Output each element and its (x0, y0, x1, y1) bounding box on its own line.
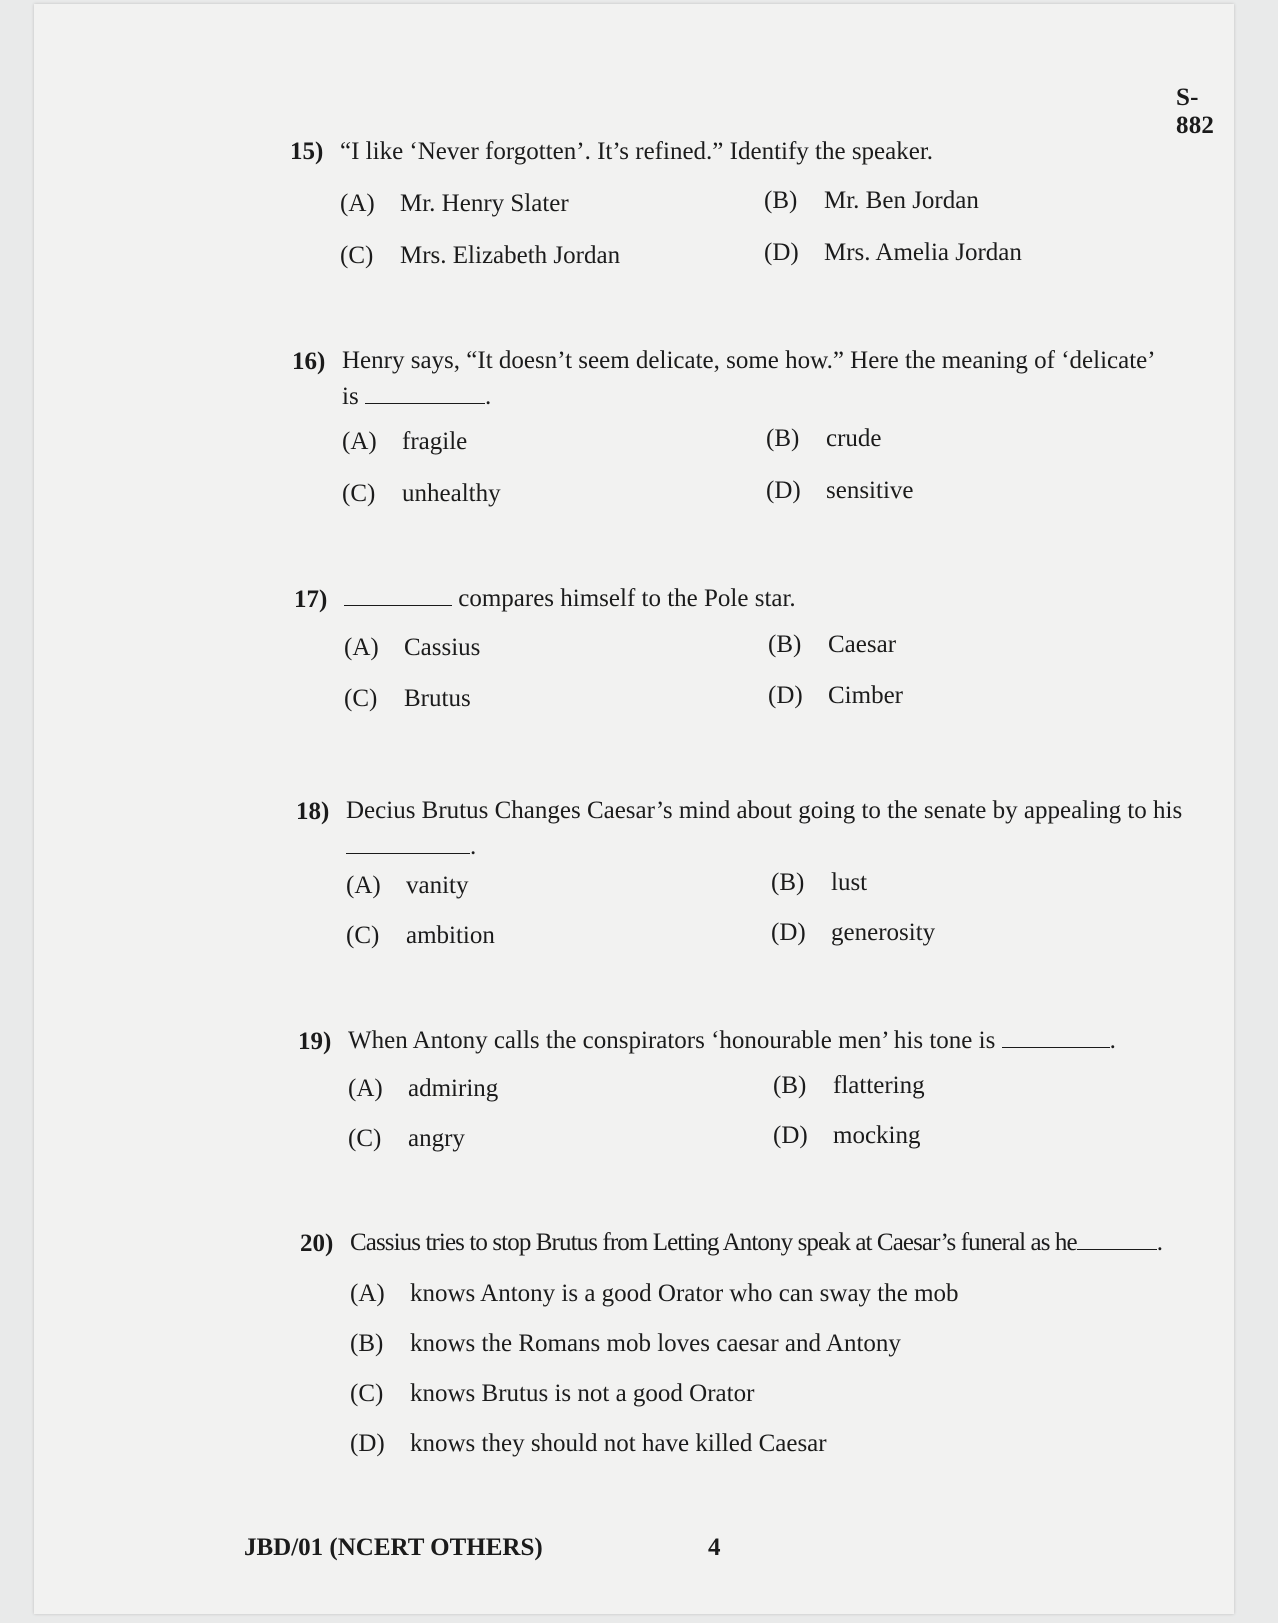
option-label: (B) (768, 631, 802, 658)
option-text: Cimber (828, 682, 903, 709)
question-text-word: is (342, 383, 359, 410)
option-b (766, 425, 882, 453)
question-number: 20) (300, 1230, 334, 1257)
option-label: (B) (773, 1072, 807, 1099)
option-b (773, 1072, 925, 1100)
option-label: (B) (771, 869, 805, 896)
question-text: Henry says, “It doesn’t seem delicate, some how.” Here the meaning of ‘delicate’ (342, 347, 1156, 374)
option-label: (B) (350, 1330, 384, 1357)
question-number: 17) (294, 586, 328, 613)
answer-blank (365, 383, 485, 404)
option-label: (A) (346, 872, 381, 899)
option-text: unhealthy (402, 480, 501, 507)
option-text: vanity (406, 872, 469, 899)
option-d (768, 682, 903, 710)
option-label: (A) (344, 634, 379, 661)
option-text: knows the Romans mob loves caesar and Antony (410, 1330, 901, 1357)
option-a (342, 428, 467, 456)
question-text-line: Cassius tries to stop Brutus from Letting Antony speak at Caesar’s funeral as he . (350, 1229, 1163, 1256)
option-a (344, 634, 480, 662)
option-d (764, 239, 1022, 267)
option-label: (B) (764, 187, 798, 214)
option-label: (D) (773, 1122, 808, 1149)
option-text: Mrs. Amelia Jordan (824, 239, 1022, 266)
question-text-continued: is . (342, 383, 492, 410)
option-a (348, 1075, 498, 1103)
option-b (350, 1330, 901, 1358)
option-c (340, 242, 620, 270)
footer-paper-code: JBD/01 (NCERT OTHERS) (244, 1534, 543, 1561)
option-text: Mrs. Elizabeth Jordan (400, 242, 621, 269)
option-label: (A) (342, 428, 377, 455)
option-text: Cassius (404, 634, 481, 661)
question-text: Cassius tries to stop Brutus from Letting Antony speak at Caesar’s funeral as he (350, 1229, 1077, 1256)
question-text: Decius Brutus Changes Caesar’s mind about going to the senate by appealing to his (346, 797, 1183, 824)
option-text: sensitive (826, 477, 914, 504)
option-text: crude (826, 425, 882, 452)
option-text: Brutus (404, 685, 471, 712)
option-label: (D) (768, 682, 803, 709)
answer-blank (1002, 1027, 1110, 1048)
option-b (768, 631, 896, 659)
question-text: When Antony calls the conspirators ‘honourable men’ his tone is (348, 1027, 996, 1054)
option-label: (C) (344, 685, 378, 712)
option-text: knows they should not have killed Caesar (410, 1430, 827, 1457)
page-number: 4 (708, 1534, 721, 1561)
question-text-line (344, 581, 796, 617)
option-a (350, 1280, 959, 1308)
option-b (764, 187, 979, 215)
option-a (340, 190, 569, 218)
question-text: “I like ‘Never forgotten’. It’s refined.” Identify the speaker. (340, 138, 934, 165)
question-number: 16) (292, 348, 326, 375)
question-text-continued: . (346, 829, 476, 865)
option-label: (D) (350, 1430, 385, 1457)
option-text: flattering (833, 1072, 925, 1099)
exam-page (34, 4, 1234, 1614)
option-d (771, 919, 935, 947)
option-label: (A) (350, 1280, 385, 1307)
option-label: (B) (766, 425, 800, 452)
question-number: 15) (290, 138, 324, 165)
option-a (346, 872, 469, 900)
option-label: (D) (764, 239, 799, 266)
option-text: Mr. Henry Slater (400, 190, 569, 217)
question-text-line: When Antony calls the conspirators ‘honourable men’ his tone is . (348, 1027, 1116, 1054)
option-label: (A) (348, 1075, 383, 1102)
option-b (771, 869, 867, 897)
option-label: (C) (346, 922, 380, 949)
option-label: (D) (766, 477, 801, 504)
option-c (350, 1380, 754, 1408)
answer-blank (344, 585, 452, 606)
option-text: ambition (406, 922, 495, 949)
option-c (348, 1125, 465, 1153)
option-label: (C) (342, 480, 376, 507)
option-text: mocking (833, 1122, 921, 1149)
option-text: admiring (408, 1075, 499, 1102)
option-text: knows Brutus is not a good Orator (410, 1380, 755, 1407)
option-text: generosity (831, 919, 936, 946)
answer-blank (1077, 1229, 1157, 1250)
option-label: (D) (771, 919, 806, 946)
option-d (350, 1430, 827, 1458)
question-number: 18) (296, 798, 330, 825)
option-d (766, 477, 914, 505)
option-c (344, 685, 471, 713)
option-text: knows Antony is a good Orator who can sway the mob (410, 1280, 959, 1307)
paper-code: S-882 (1176, 84, 1215, 139)
question-number: 19) (298, 1028, 332, 1055)
option-text: fragile (402, 428, 468, 455)
option-label: (C) (350, 1380, 384, 1407)
option-label: (A) (340, 190, 375, 217)
answer-blank (346, 833, 470, 854)
question-text: compares himself to the Pole star. (458, 585, 796, 612)
option-label: (C) (340, 242, 374, 269)
option-text: Caesar (828, 631, 897, 658)
option-label: (C) (348, 1125, 382, 1152)
option-d (773, 1122, 921, 1150)
option-c (342, 480, 501, 508)
option-c (346, 922, 495, 950)
option-text: lust (831, 869, 868, 896)
option-text: angry (408, 1125, 465, 1152)
option-text: Mr. Ben Jordan (824, 187, 979, 214)
